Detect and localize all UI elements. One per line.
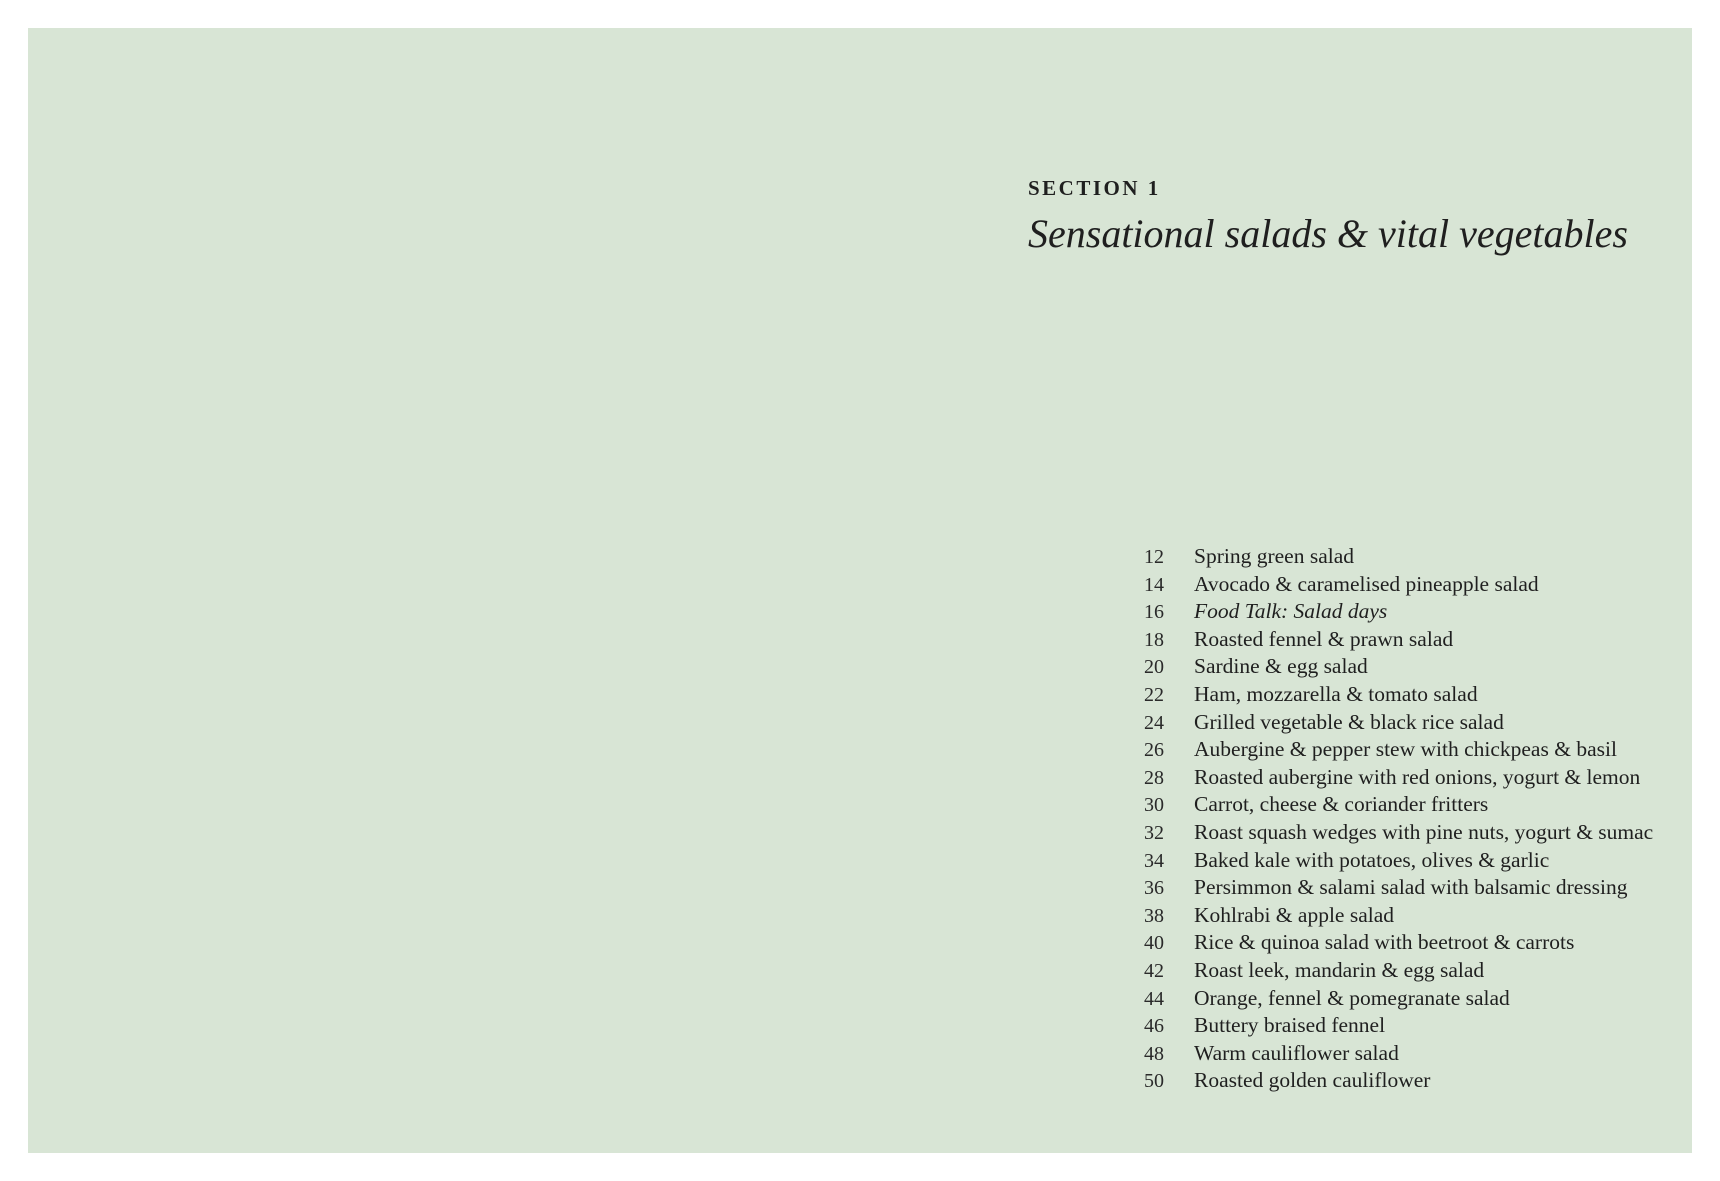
entry-title: Sardine & egg salad <box>1194 654 1368 679</box>
entry-page-number: 40 <box>1144 932 1164 955</box>
entry-title: Food Talk: Salad days <box>1194 599 1388 624</box>
entry-page-number: 48 <box>1144 1042 1164 1065</box>
entry-page-number: 32 <box>1144 821 1164 844</box>
entry-page-number: 44 <box>1144 987 1164 1010</box>
entry-title: Roast squash wedges with pine nuts, yogurt & sumac <box>1194 819 1654 844</box>
contents-entry <box>1144 627 1653 655</box>
contents-entry <box>1144 903 1653 931</box>
contents-entry <box>1144 544 1653 572</box>
contents-entry <box>1144 930 1653 958</box>
contents-entry <box>1144 682 1653 710</box>
entry-title: Roast leek, mandarin & egg salad <box>1194 957 1485 982</box>
entry-title: Grilled vegetable & black rice salad <box>1194 709 1504 734</box>
entry-page-number: 22 <box>1144 683 1164 706</box>
entry-title: Persimmon & salami salad with balsamic dressing <box>1194 875 1628 900</box>
entry-title: Rice & quinoa salad with beetroot & carrots <box>1194 930 1575 955</box>
section-label: SECTION 1 <box>1028 176 1161 200</box>
section-title: Sensational salads & vital vegetables <box>1028 211 1628 256</box>
contents-entry <box>1144 958 1653 986</box>
page-spread <box>28 28 1692 1153</box>
entry-title: Orange, fennel & pomegranate salad <box>1194 985 1510 1010</box>
entry-page-number: 50 <box>1144 1070 1164 1093</box>
contents-entry <box>1144 792 1653 820</box>
contents-entry <box>1144 654 1653 682</box>
entry-page-number: 12 <box>1144 546 1164 568</box>
entry-title: Kohlrabi & apple salad <box>1194 902 1395 927</box>
entry-page-number: 34 <box>1144 849 1164 872</box>
contents-entry <box>1144 820 1653 848</box>
entry-page-number: 14 <box>1144 573 1164 596</box>
entry-page-number: 46 <box>1144 1015 1164 1038</box>
contents-entry <box>1144 599 1653 627</box>
entry-page-number: 16 <box>1144 601 1164 624</box>
contents-entry <box>1144 572 1653 600</box>
entry-page-number: 36 <box>1144 877 1164 900</box>
entry-title: Warm cauliflower salad <box>1194 1040 1399 1065</box>
entry-title: Aubergine & pepper stew with chickpeas & basil <box>1194 737 1617 762</box>
entry-title: Spring green salad <box>1194 544 1355 568</box>
contents-entry <box>1144 848 1653 876</box>
entry-page-number: 26 <box>1144 739 1164 762</box>
entry-title: Avocado & caramelised pineapple salad <box>1194 571 1539 596</box>
entry-page-number: 30 <box>1144 794 1164 817</box>
contents-entry <box>1144 1041 1653 1069</box>
entry-page-number: 18 <box>1144 628 1164 651</box>
contents-entry <box>1144 1013 1653 1041</box>
entry-title: Roasted golden cauliflower <box>1194 1068 1431 1093</box>
contents-entry <box>1144 737 1653 765</box>
entry-title: Baked kale with potatoes, olives & garlic <box>1194 847 1550 872</box>
entry-title: Roasted fennel & prawn salad <box>1194 626 1454 651</box>
entry-page-number: 38 <box>1144 904 1164 927</box>
entry-title: Carrot, cheese & coriander fritters <box>1194 792 1489 817</box>
entry-page-number: 20 <box>1144 656 1164 679</box>
contents-list <box>1144 544 1653 1096</box>
contents-entry <box>1144 710 1653 738</box>
contents-entry <box>1144 1068 1653 1096</box>
contents-entry <box>1144 875 1653 903</box>
contents-entry <box>1144 986 1653 1014</box>
entry-page-number: 28 <box>1144 766 1164 789</box>
entry-page-number: 42 <box>1144 959 1164 982</box>
entry-page-number: 24 <box>1144 711 1164 734</box>
entry-title: Ham, mozzarella & tomato salad <box>1194 681 1478 706</box>
contents-entry <box>1144 765 1653 793</box>
entry-title: Roasted aubergine with red onions, yogurt & lemon <box>1194 764 1641 789</box>
entry-title: Buttery braised fennel <box>1194 1013 1386 1038</box>
